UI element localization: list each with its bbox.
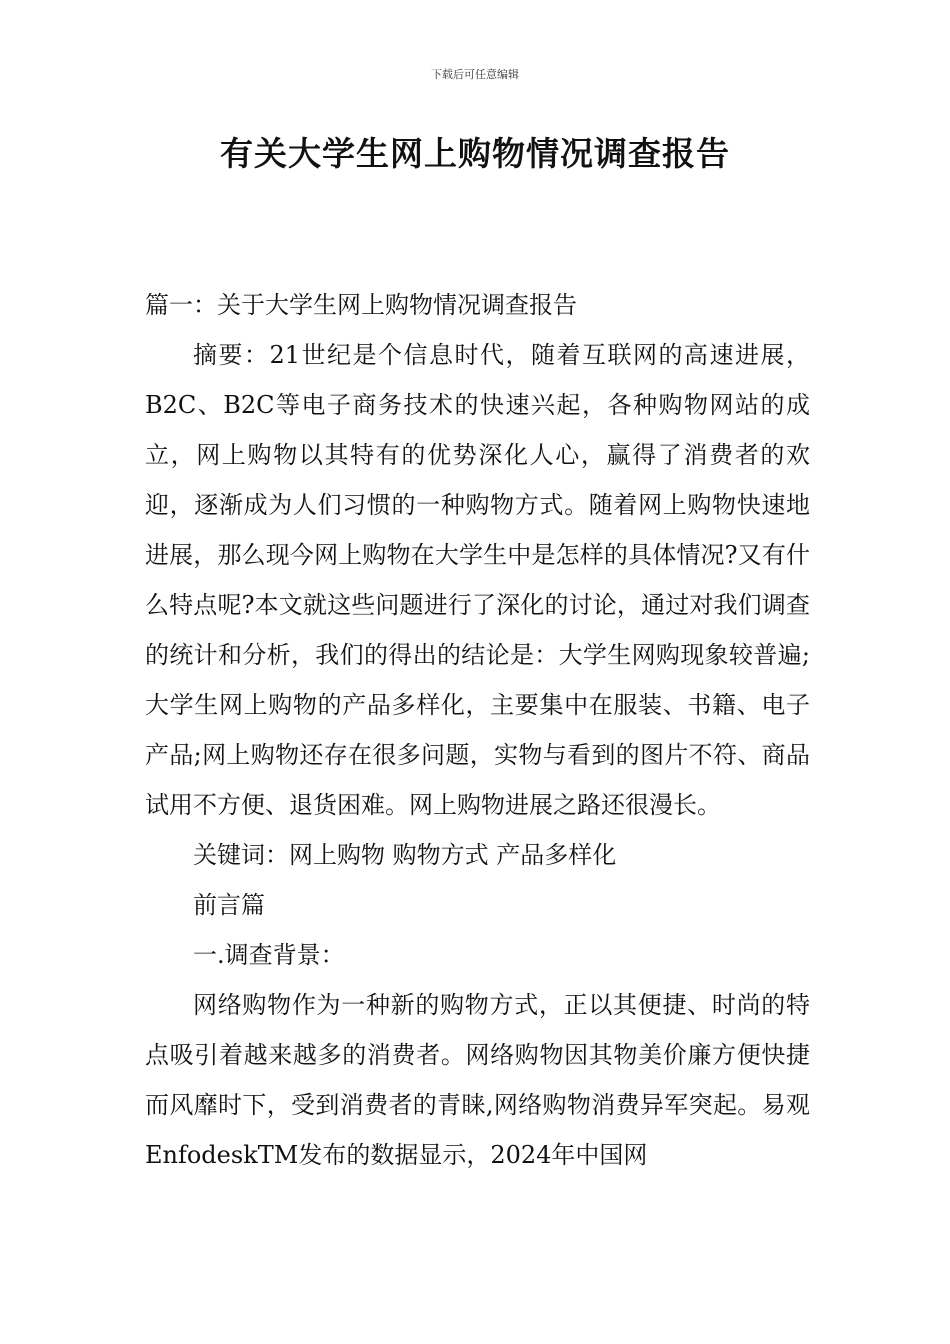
header-note: 下载后可任意编辑 bbox=[431, 68, 519, 81]
subsection-heading: 一.调查背景： bbox=[193, 941, 345, 969]
section-heading: 篇一：关于大学生网上购物情况调查报告 bbox=[145, 291, 577, 319]
keywords-line: 关键词：网上购物 购物方式 产品多样化 bbox=[193, 841, 617, 869]
document-title: 有关大学生网上购物情况调查报告 bbox=[220, 134, 730, 173]
document-body bbox=[145, 280, 810, 1180]
preface-heading: 前言篇 bbox=[193, 891, 265, 919]
abstract-paragraph: 摘要：21世纪是个信息时代，随着互联网的高速进展，B2C、B2C等电子商务技术的快速兴起，各种购物网站的成立，网上购物以其特有的优势深化人心，赢得了消费者的欢迎，逐渐成为人们习惯的一种购物方式。随着网上购物快速地进展，那么现今网上购物在大学生中是怎样的具体情况?又有什么特点呢?本文就这些问题进行了深化的讨论，通过对我们调查的统计和分析，我们的得出的结论是：大学生网购现象较普遍;大学生网上购物的产品多样化，主要集中在服装、书籍、电子产品;网上购物还存在很多问题，实物与看到的图片不符、商品试用不方便、退货困难。网上购物进展之路还很漫长。 bbox=[145, 341, 810, 819]
background-paragraph: 网络购物作为一种新的购物方式，正以其便捷、时尚的特点吸引着越来越多的消费者。网络购物因其物美价廉方便快捷而风靡时下，受到消费者的青睐,网络购物消费异军突起。易观EnfodeskTM发布的数据显示，2024年中国网 bbox=[145, 991, 810, 1169]
